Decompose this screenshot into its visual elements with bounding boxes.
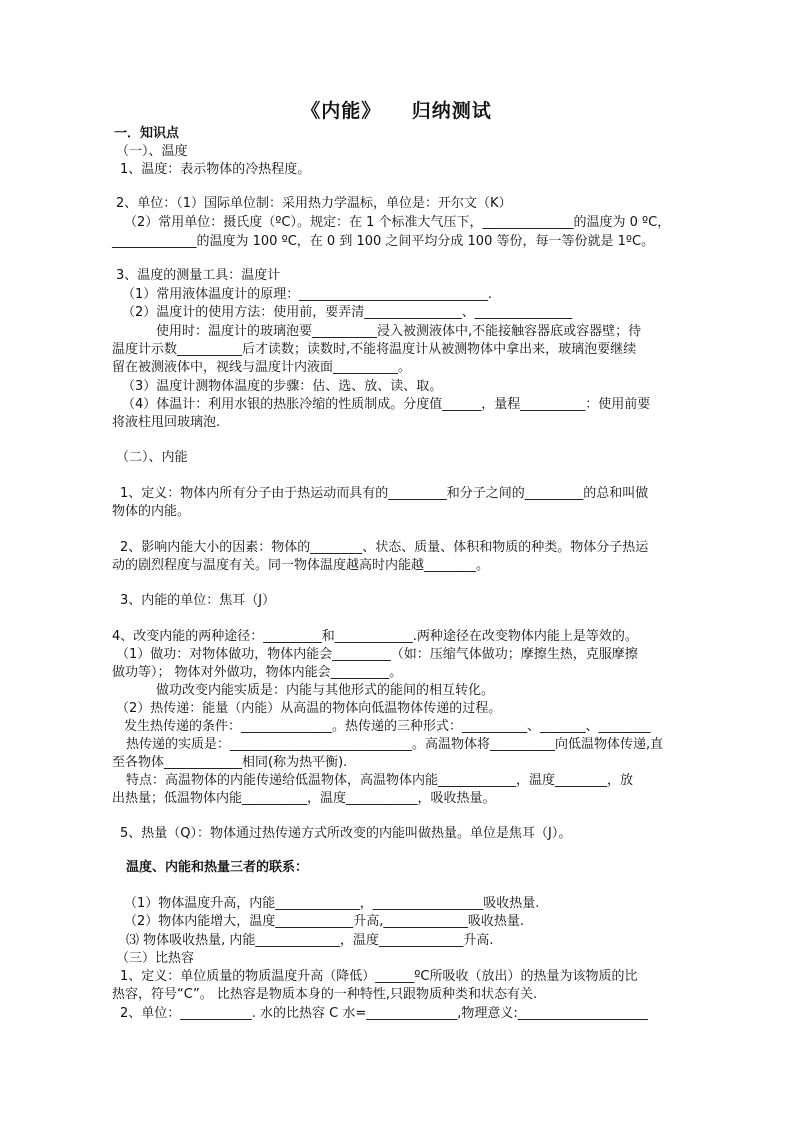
text-line: 动的剧烈程度与温度有关。同一物体温度越高时内能越________。: [112, 558, 490, 573]
text-line: 2、单位：___________. 水的比热容 C 水=______________,物理意义:____________________: [120, 1006, 648, 1021]
text-line: （1）常用液体温度计的原理：_____________________________.: [122, 287, 492, 302]
text-line: 至各物体____________相同(称为热平衡).: [112, 755, 348, 770]
text-line: 2、影响内能大小的因素：物体的________、状态、质量、体积和物质的种类。物体分子热运: [120, 540, 649, 555]
text-line: ⑶ 物体吸收热量, 内能_____________，温度_____________升高.: [126, 933, 494, 948]
text-line: （3）温度计测物体温度的步骤：估、选、放、读、取。: [122, 379, 443, 394]
text-line: 将液柱甩回玻璃泡.: [112, 415, 221, 430]
text-line: _____________的温度为 100 ºC，在 0 到 100 之间平均分成 100 等份，每一等份就是 1ºC。: [112, 234, 655, 249]
text-line: 发生热传递的条件：______________。热传递的三种形式：__________、_______、________: [124, 719, 651, 734]
text-line: 1、定义：物体内所有分子由于热运动而具有的_________和分子之间的_________的总和叫做: [120, 486, 649, 501]
text-line: （2）热传递：能量（内能）从高温的物体向低温物体传递的过程。: [116, 701, 502, 716]
section-heading-knowledge: 一．知识点: [114, 126, 180, 141]
text-line: （2）物体内能增大，温度____________升高,_____________吸收热量.: [124, 914, 525, 929]
relation-heading: 温度、内能和热量三者的联系：: [126, 860, 309, 875]
text-line: 4、改变内能的两种途径：_________和____________.两种途径在改变物体内能上是等效的。: [112, 629, 638, 644]
text-line: 特点：高温物体的内能传递给低温物体，高温物体内能____________，温度________，放: [126, 773, 634, 788]
text-line: 热传递的实质是：____________________________。高温物体将__________向低温物体传递,直: [126, 737, 664, 752]
text-line: （1）做功：对物体做功，物体内能会_________（如：压缩气体做功；摩擦生热，克服摩擦: [116, 647, 638, 662]
text-line: 使用时：温度计的玻璃泡要__________浸入被测液体中,不能接触容器底或容器壁；待: [156, 324, 642, 339]
subsection-temperature: （一）、温度: [116, 144, 188, 159]
text-line: （1）物体温度升高，内能_____________，_________________吸收热量.: [124, 896, 540, 911]
text-line: 做功改变内能实质是：内能与其他形式的能间的相互转化。: [156, 683, 495, 698]
text-line: 1、定义：单位质量的物质温度升高（降低）______ºC所吸收（放出）的热量为该物质的比: [120, 969, 638, 984]
subsection-internal-energy: （二）、内能: [116, 450, 188, 465]
text-line: 1、温度：表示物体的冷热程度。: [120, 162, 311, 177]
subsection-specific-heat: （三）比热容: [116, 951, 195, 966]
text-line: （4）体温计：利用水银的热胀冷缩的性质制成。分度值______，量程__________：使用前要: [122, 397, 651, 412]
document-title: 《内能》 归纳测试: [301, 100, 492, 122]
text-line: 3、温度的测量工具：温度计: [116, 268, 281, 283]
text-line: 物体的内能。: [112, 504, 191, 519]
text-line: 5、热量（Q）：物体通过热传递方式所改变的内能叫做热量。单位是焦耳（J）。: [120, 826, 572, 841]
text-line: 留在被测液体中，视线与温度计内液面__________。: [112, 360, 412, 375]
text-line: 做功等）； 物体对外做功，物体内能会_________。: [112, 665, 403, 680]
text-line: 温度计示数__________后才读数；读数时,不能将温度计从被测物体中拿出来，玻璃泡要继续: [112, 342, 637, 357]
text-line: 2、单位：（1）国际单位制：采用热力学温标，单位是：开尔文（K）: [116, 196, 512, 211]
text-line: （2）温度计的使用方法：使用前，要弄清_______________、_______________: [122, 305, 573, 320]
text-line: （2）常用单位：摄氏度（ºC）。规定：在 1 个标准大气压下，______________的温度为 0 ºC，: [124, 215, 671, 230]
text-line: 出热量；低温物体内能__________，温度___________，吸收热量。: [112, 791, 496, 806]
text-line: 3、内能的单位：焦耳（J）: [120, 593, 276, 608]
text-line: 热容，符号“C”。 比热容是物质本身的一种特性,只跟物质种类和状态有关.: [112, 987, 538, 1002]
